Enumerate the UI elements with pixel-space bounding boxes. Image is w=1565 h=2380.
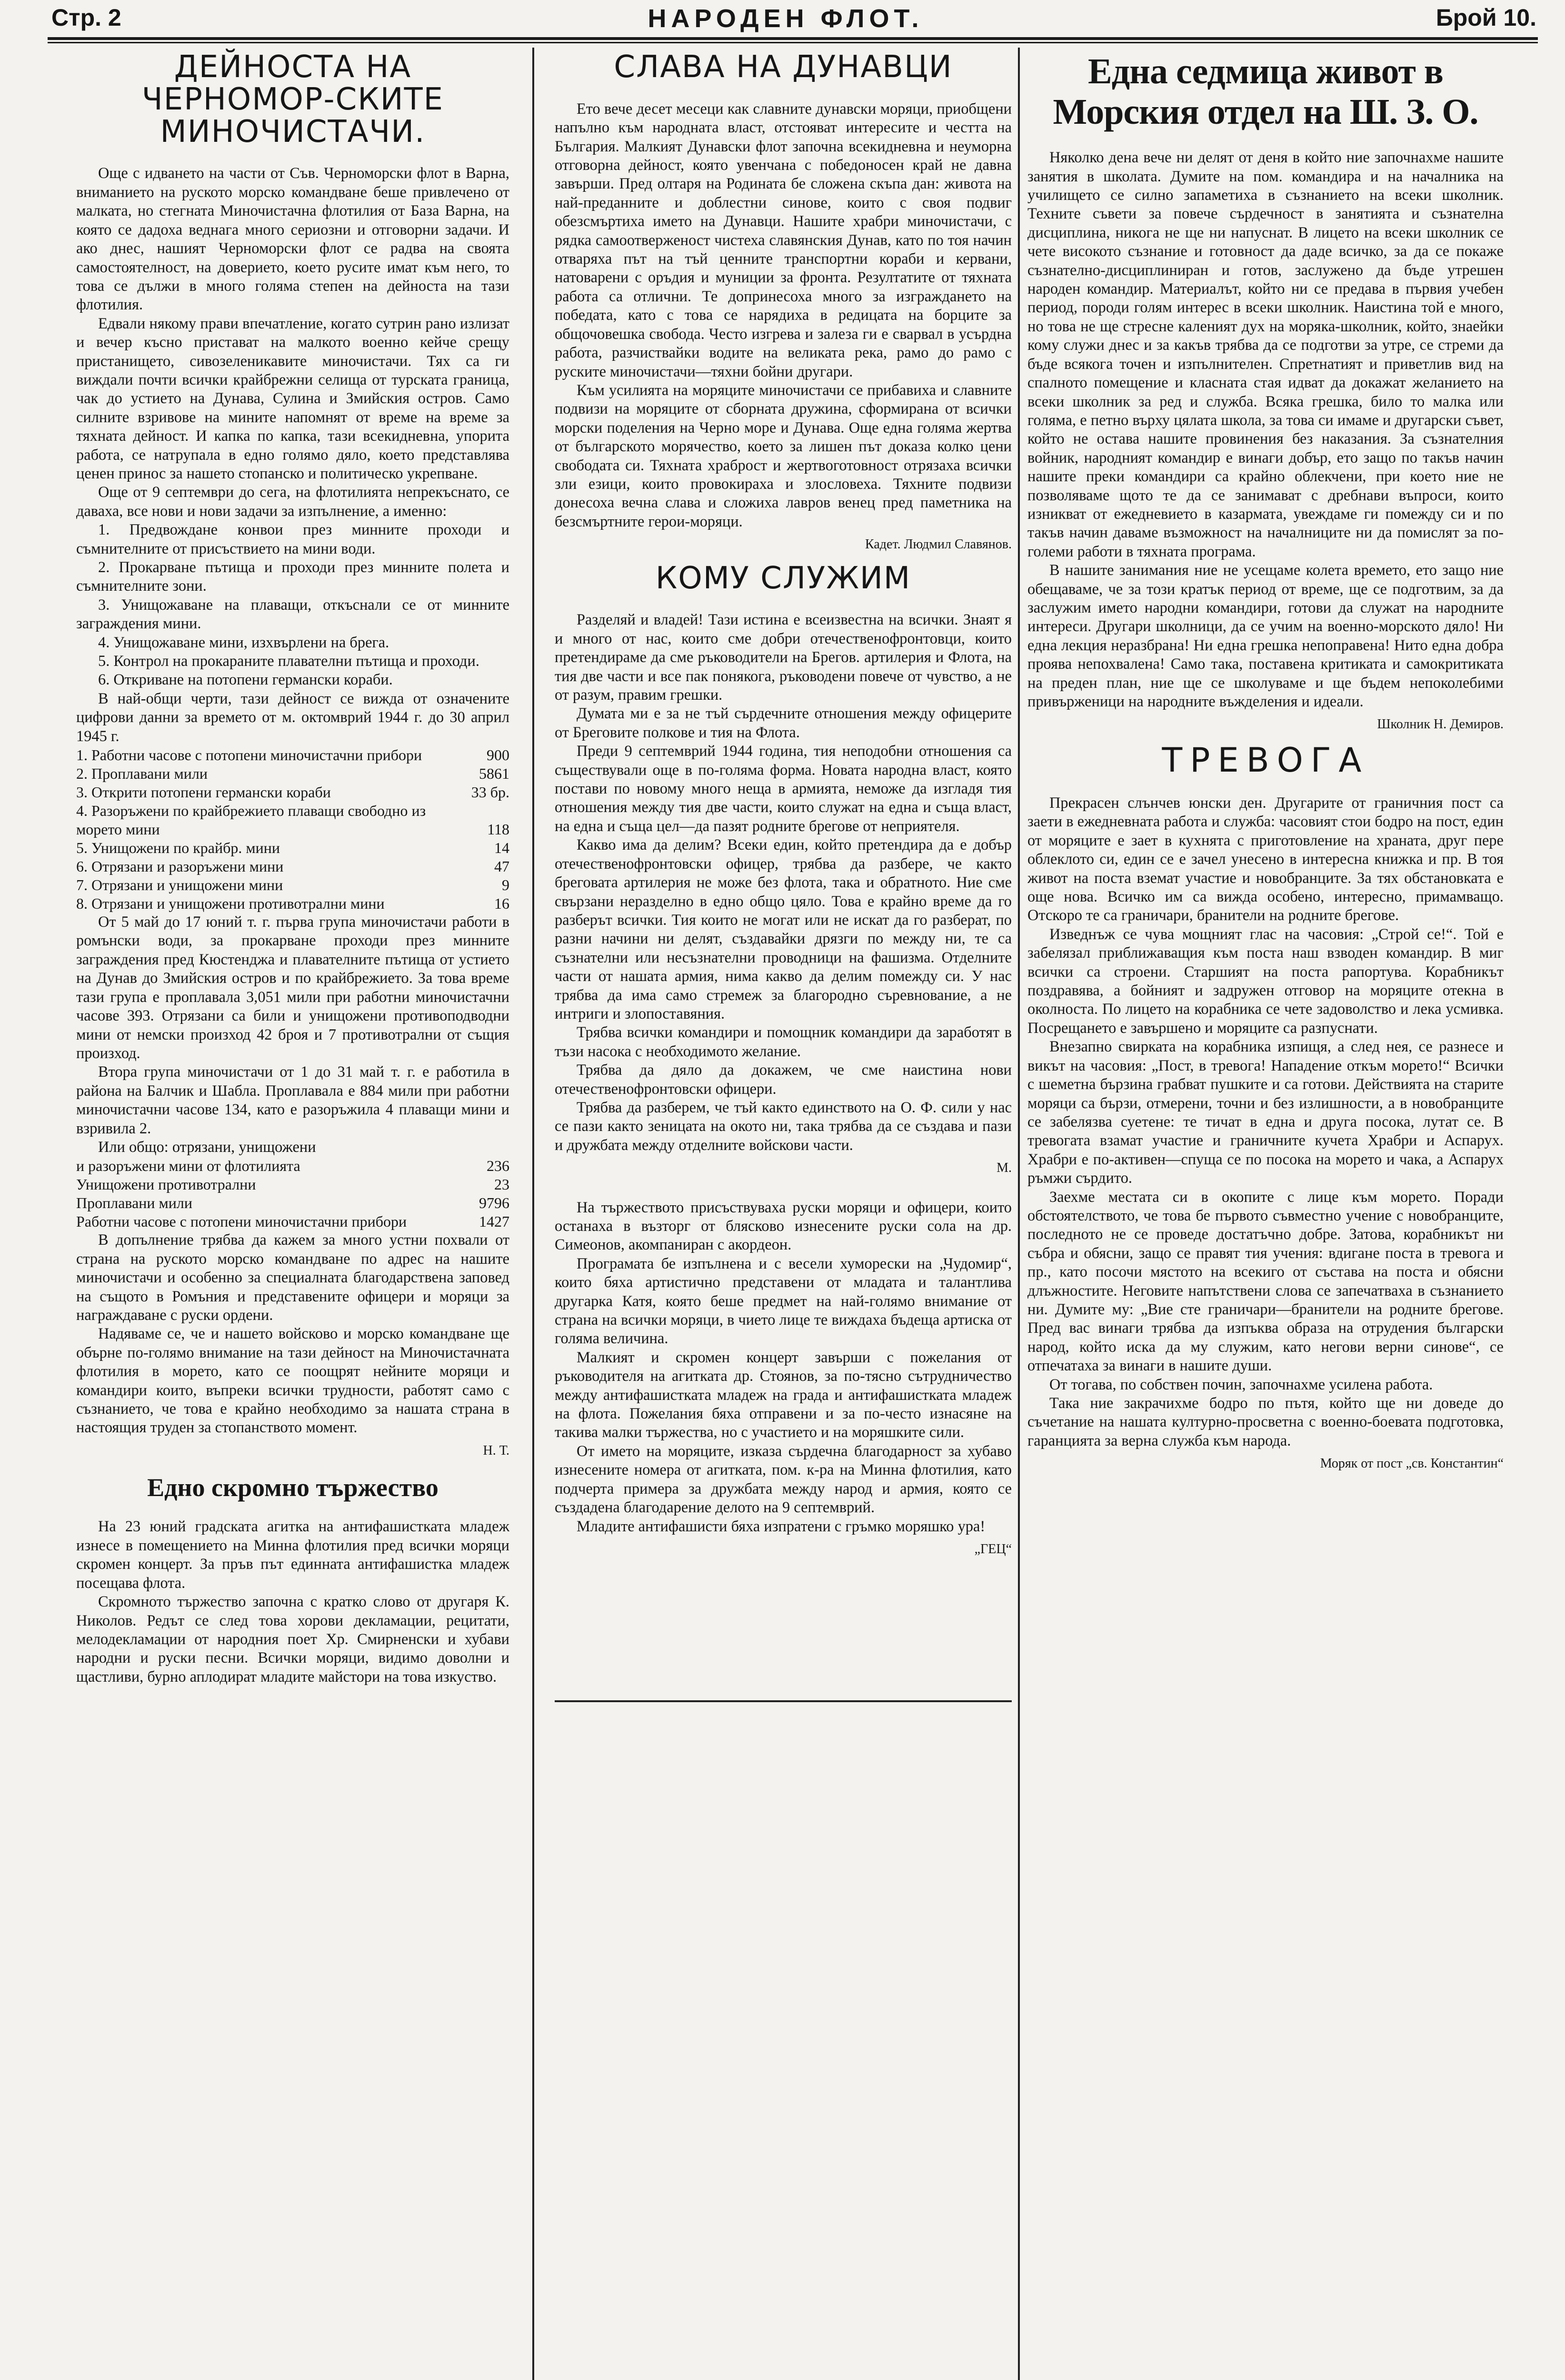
paragraph: Едвали някому прави впечатление, когато сутрин рано излизат и вечер късно пристават на малкото военно кейче срещу пристанището, сивозеленикавите миночистачи. Тях са ги виждали почти всички крайбрежни селища от турската граница, чак до устието на Дунава, Сулина и Змийския остров. Само силните взривове на мините напомнят от време на време за тяхната дейност. И капка по капка, тази всекидневна, упорита работа, се натрупала в едно голямо дяло, което представлява ценен принос за нашето стопанско и политическо укрепване.: [76, 315, 509, 482]
paragraph: Преди 9 септемврий 1944 година, тия неподобни отношения са съществували още в по-голяма форма. Новата народна власт, която постави по новому много неща в армията, неможе да изгладя тия отношения между тия две части, които служат на една и съща власт, на една и съща цел—да пазят родните брегове от неприятеля.: [555, 743, 1012, 835]
paragraph: В допълнение трябва да кажем за много устни похвали от страна на руското морско командване по адрес на нашите миночистачи и особенно за специалната благодарствена заповед на същото в Ромъния и представените офицери и моряци за награждаване с руски ордени.: [76, 1231, 509, 1324]
headline: КОМУ СЛУЖИМ: [655, 560, 911, 596]
headline: ТРЕВОГА: [1162, 740, 1369, 780]
headline: Една седмица живот в Морския отдел на Ш. З. О.: [1053, 51, 1478, 132]
issue-number: Брой 10.: [1435, 4, 1536, 31]
paragraph: Трябва да дяло да докажем, че сме наистина нови отечественофронтовски офицери.: [555, 1061, 1012, 1098]
table-row: [76, 1175, 509, 1194]
signature: „ГЕЦ“: [974, 1541, 1012, 1557]
list-item: 1. Предвождане конвои през минните проходи и съмнителните от присъствието на мини води.: [76, 521, 509, 557]
paragraph: От името на моряците, изказа сърдечна благодарност за хубаво изнесените номера от агитката, пом. к-ра на Минна флотилия, като подчерта примера за дружбата между народ и армия, която се създадена благодарение делото на 9 септемврий.: [555, 1442, 1012, 1517]
paragraph: Към усилията на моряците миночистачи се прибавиха и славните подвизи на моряците от сборната дружина, сформирана от всички морски поделения на Черно море и Дунава. Още една голяма жертва от българското морячество, което за лишен път доказа колко цени свободата си. Тяхната храброст и жертвоготовност отрязаха всички зли езици, които провокираха и злословеха. Тяхните подвизи донесоха вечна слава и сложиха лавров венец пред паметника на безсмъртните герои-моряци.: [555, 381, 1012, 530]
column-1: [76, 48, 509, 1686]
paragraph: Надяваме се, че и нашето войсково и морско командване ще обърне по-голямо внимание на тази дейност на Миночистачната флотилия в морето, като се поощрят нейните моряци и командири които, въпреки всички трудности, работят само с съзнанието, че това е крайно необходимо за нашата страна в настоящия труден за стопанството момент.: [76, 1325, 509, 1437]
paragraph: Изведнъж се чува мощният глас на часовия: „Строй се!“. Той е забелязал приближаващия към поста наш взводен командир. В миг всички са строени. Старшият на поста рапортува. Корабникът поздравява, а бойният и задружен отговор на моряците отекна в околноста. По лицето на корабника се чете задоволство и лека усмивка. Посрещането е завършено и моряците са разпуснати.: [1027, 925, 1504, 1037]
paragraph: Ето вече десет месеци как славните дунавски моряци, приобщени напълно към народната власт, отстояват интересите и честта на България. Малкият Дунавски флот започна всекидневна и неуморна отговорна дейност, която увенчана с победоносен край не давна завърши. Пред олтаря на Родината бе сложена скъпа дан: живота на най-преданните и доблестни синове, които с своя подвиг обезсмъртиха името на Дунавци. Нашите храбри миночистачи, с рядка самоотверженост чистеха славянския Дунав, като по тоя начин отваряха път на тъй ценните транспортни кораби и кервани, натоварени с оръдия и муниции за фронта. Резултатите от тяхната работа са отлични. Те допринесоха много за изграждането на победата, като с това се нарядиха в редицата на борците за общочовешка свобода. Често изгрева и залеза ги е сварвал в усърдна работа, разчиствайки водите на великата река, рамо до рамо с руските миночистачи—тяхни бойни другари.: [555, 100, 1012, 380]
paragraph: Или общо: отрязани, унищожени: [98, 1138, 316, 1156]
table-row: [76, 894, 509, 913]
stat-label: Работни часове с потопени миночистачни прибори: [76, 1213, 407, 1230]
column-3: [1027, 48, 1504, 1482]
signature: Школник Н. Демиров.: [1377, 717, 1504, 732]
stat-value: 900: [487, 746, 509, 764]
paragraph: Така ние закрачихме бодро по пътя, който ще ни доведе до съчетание на нашата културно-просветна с военно-боевата подготовка, гаранцията за верна служба към народа.: [1027, 1395, 1504, 1449]
paragraph: Още с идването на части от Съв. Черноморски флот в Варна, вниманието на руското морско командване беше привлечено от малката, но стегната Миночистачна флотилия от База Варна, на която се дадоха веднага много сериозни и отговорни задачи. И ако днес, нашият Черноморски флот се радва на своята самостоятелност, на доверието, което русите имат към него, то това се дължи в много голяма степен на дейноста на тази флотилия.: [76, 165, 509, 314]
column-divider: [1018, 48, 1020, 2380]
stat-label: Унищожени противотрални: [76, 1176, 256, 1193]
table-row: [76, 1212, 509, 1231]
table-row: [76, 783, 509, 802]
paragraph: Няколко дена вече ни делят от деня в който ние започнахме нашите занятия в школата. Думите на пом. командира и на началника на училището се силно запаметиха в съзнанието на всеки школник. Техните съвети за повече сърдечност в занятията и съзнателна дисциплина, никога не ще ни напуснат. В лицето на всеки школник се чете високото съзнание и готовност да даде всичко, за да се покаже съзнателно-дисциплиниран и готов, заслужено да бъде утрешен народен командир. Материалът, който ни се предава в първия учебен период, породи голям интерес в всеки школник. Наистина той е много, но това не ще стресне каленият дух на моряка-школник, който, знаейки кому служи днес и за какъв трябва да се подготви за утре, се стреми да бъде всякога точен и изпълнителен. Спретнатият и приветлив вид на спалното помещение и класната стая идват да докажат желанието на всеки школник за ред и служба. Всяка грешка, било то малка или голяма, е петно върху цялата школа, за това си имаме и другарски съвет, който не остава нашите провинения без наказания. За съзнателния войник, народният командир е винаги добър, ето защо по такъв начин нашите преки командири са крайно облекчени, при което ние не позволяваме щото те да се занимават с дребнави въпроси, които изникват от ежедневието в казармата, увеждаме ги помежду си и по такъв начин даваме възможност на началниците ни да помислят за по-големи работи в тяхната програма.: [1027, 149, 1504, 560]
paragraph: Програмата бе изпълнена и с весели хуморески на „Чудомир“, които бяха артистично представени от младата и талантлива другарка Катя, която беше предмет на най-голямо внимание от страна на всички моряци, в чието лице те виждаха бъдеща артиска от голяма величина.: [555, 1255, 1012, 1348]
list-item: 5. Контрол на прокараните плавателни пътища и проходи.: [98, 653, 479, 670]
signature: Моряк от пост „св. Константин“: [1320, 1456, 1504, 1471]
paragraph: На тържеството присъствуваха руски моряци и офицери, които останаха в възторг от блясково изнесените руски сола на др. Симеонов, акомпаниран с акордеон.: [555, 1199, 1012, 1254]
stat-label: Проплавани мили: [76, 1194, 193, 1212]
paragraph: Младите антифашисти бяха изпратени с гръмко моряшко ура!: [577, 1517, 986, 1535]
paragraph: Заехме местата си в окопите с лице към морето. Поради обстоятелството, че това бе първото съвместно учение с новобранците, последното не се проведе достатъчно добре. Затова, корабникът ни събра и обясни, защо се правят тия учения: вдигане поста в тревога и пр., като посочи мястото на всекиго от състава на поста и обясни длъжностите. Неговите напътствени слова се запечатваха в съзнанието ни. Думите му: „Вие сте граничари—бранители на родните брегове. Пред вас винаги трябва да изпъква образа на отрудения български народ, който иска да му служим, като негови верни синове“, се отпечатаха за винаги в нашите души.: [1027, 1188, 1504, 1375]
list-item: 3. Унищожаване на плаващи, откъснали се от минните заграждения мини.: [76, 596, 509, 633]
paragraph: На 23 юний градската агитка на антифашистката младеж изнесе в помещението на Минна флотилия пред всички моряци скромен концерт. За пръв път единната антифашистка младеж посещава флота.: [76, 1518, 509, 1592]
table-row: [76, 876, 509, 894]
stat-value: 236: [487, 1157, 509, 1175]
signature: Н. Т.: [483, 1443, 509, 1458]
paragraph: В най-общи черти, тази дейност се вижда от означените цифрови данни за времето от м. октомврий 1944 г. до 30 април 1945 г.: [76, 690, 509, 745]
table-row: [76, 1194, 509, 1212]
paragraph: От 5 май до 17 юний т. г. първа група миночистачи работи в ромънски води, за прокарване проходи през минните заграждения пред Кюстенджа и плавателните пътища от устието на Дунав до Змийския остров и по крайбрежието. За това време тази група е проплавала 3,051 мили при работни миночистачни часове 393. Отрязани са били и унищожени противоподводни мини от немски произход 42 броя и 7 противотрални от същия произход.: [76, 913, 509, 1062]
stat-value: 23: [494, 1176, 509, 1193]
paragraph: Скромното тържество започна с кратко слово от другаря К. Николов. Редът се след това хорови декламации, рецитати, мелодекламации от народния поет Хр. Смирненски и хубави народни и руски песни. Всички моряци, видимо доволни и щастливи, бурно аплодират младите майстори на това изкуство.: [76, 1593, 509, 1686]
stat-value: 47: [494, 858, 509, 875]
signature: Кадет. Людмил Славянов.: [865, 537, 1012, 552]
paragraph: Какво има да делим? Всеки един, който претендира да е добър отечественофронтовски офицер, трябва да разбере, че както бреговата артилерия не може без флота, така и обратното. Ние сме свързани неразделно в едно общо цяло. Това е крайно време да го разберът всички. Тия които не могат или не искат да го разберат, по разни начини ни делят, създавайки дрязги по между ни, те са съзнателни или несъзнателни проводници на фашизма. Отделните части от нашата армия, нима какво да делим помежду си. У нас трябва да има само стремеж за благородно съревнование, а не интриги и злопоставяния.: [555, 836, 1012, 1022]
newspaper-title: НАРОДЕН ФЛОТ.: [648, 4, 924, 33]
paragraph: Трябва всички командири и помощник командири да заработят в тъзи насока с необходимото желание.: [555, 1024, 1012, 1060]
stat-label: 3. Открити потопени германски кораби: [76, 783, 331, 801]
stat-value: 9: [502, 876, 509, 894]
paragraph: Разделяй и владей! Тази истина е всеизвестна на всички. Знаят я и много от нас, които сме добри отечественофронтовци, които претендираме да сме ръководители на Брегов. артилерия и Флота, на тия две части и все пак понякога, ръководени повече от чувство, а не от разум, правим грешки.: [555, 611, 1012, 704]
paragraph: Трябва да разберем, че тъй както единството на О. Ф. сили у нас се пази както зеницата на окото ни, така трябва да се създава и пази и дружбата между отделните войскови части.: [555, 1099, 1012, 1154]
table-row: [76, 802, 509, 839]
article-celebration-continued: [555, 1199, 1012, 1559]
paragraph: Малкият и скромен концерт завърши с пожелания от ръководителя на агитката др. Стоянов, за по-тясно сътрудничество между антифашистката младеж на града и антифашистката младеж на флота. Пожелания бяха отправени и за по-често изнасяне на такива малки тържества, но с участието и на моряшките сили.: [555, 1349, 1012, 1441]
stat-label: 1. Работни часове с потопени миночистачни прибори: [76, 746, 422, 764]
stat-value: 5861: [479, 765, 509, 783]
headline: Едно скромно тържество: [147, 1473, 439, 1502]
stat-value: 33 бр.: [471, 783, 509, 801]
table-row: [76, 839, 509, 857]
stat-label: и разоръжени мини от флотилията: [76, 1157, 300, 1175]
stats-table: [76, 746, 509, 913]
stat-label: 7. Отрязани и унищожени мини: [76, 876, 283, 894]
column-2: [555, 48, 1012, 1567]
section-rule: [555, 1700, 1012, 1702]
stat-label: 5. Унищожени по крайбр. мини: [76, 839, 280, 857]
headline: СЛАВА НА ДУНАВЦИ: [614, 50, 953, 85]
stat-value: 14: [494, 839, 509, 857]
table-row: [76, 764, 509, 783]
list-item: 2. Прокарване пътища и проходи през минните полета и съмнителните зони.: [76, 559, 509, 595]
stat-value: 1427: [479, 1213, 509, 1230]
paragraph: Прекрасен слънчев юнски ден. Другарите от граничния пост са заети в ежедневната работа и служба: часовият стои бодро на пост, един от моряците е зает в кухнята с приготовление на храната, друг пере облеклото си, един се е зачел унесено в интересна книжка и пр. В тоя живот на поста вземат участие и новобранците. За тях обстановката е още нова. Всичко им са вижда особено, интересно, примамващо. Отскоро те са граничари, бранители на родните брегове.: [1027, 794, 1504, 924]
stat-label: 6. Отрязани и разоръжени мини: [76, 858, 284, 875]
masthead-rule-thin: [48, 42, 1538, 43]
table-row: [76, 1157, 509, 1175]
list-item: 4. Унищожаване мини, изхвърлени на брега.: [98, 634, 389, 651]
paragraph: Думата ми е за не тъй сърдечните отношения между офицерите от Бреговите полкове и тия на Флота.: [555, 705, 1012, 741]
article-whom-we-serve: [555, 560, 1012, 1178]
paragraph: Внезапно свирката на корабника изпищя, а след нея, се разнесе и викът на часовия: „Пост, в тревога! Нападение откъм морето!“ Всички с шеметна бързина грабват пушките и са готови. Действията на старите моряци са бързи, отмерени, точни и без излишности, а в новобранците се забелязва суетене: те тичат в една и друга посока, лутат се. В тревогата взамат участие и граничните кучета Храбри и Аспарух. Храбри е по-активен—спуща се по посока на морето и чака, а Аспарух ръмжи сърдито.: [1027, 1038, 1504, 1187]
headline: ДЕЙНОСТА НА ЧЕРНОМОР-СКИТЕ МИНОЧИСТАЧИ.: [141, 50, 444, 149]
article-alarm: [1027, 740, 1504, 1473]
table-row: [76, 857, 509, 876]
signature: М.: [997, 1160, 1012, 1176]
table-row: [76, 746, 509, 764]
article-danube: [555, 51, 1012, 554]
paragraph: От тогава, по собствен почин, започнахме усилена работа.: [1049, 1376, 1433, 1393]
stat-label: 4. Разоръжени по крайбрежието плаващи свободно из морето мини: [76, 802, 426, 838]
paragraph: Още от 9 септември до сега, на флотилията непрекъснато, се даваха, все нови и нови задачи за изпълнение, а именно:: [76, 484, 509, 520]
page-number: Стр. 2: [51, 4, 121, 31]
masthead-rule: [48, 37, 1538, 40]
list-item: 6. Откриване на потопени германски кораби.: [98, 671, 393, 689]
column-divider: [532, 48, 534, 2380]
spacer: [555, 1186, 1012, 1199]
stat-value: 9796: [479, 1194, 509, 1212]
paragraph: В нашите занимания ние не усещаме колета времето, ето защо ние обещаваме, че за този кратък период от време, ще се подготвим, за да заслужим името народни командири, готови да служат на народните интереси. Другари школници, да се учим на военно-морското дяло! Ни една лекция неразбрана! Ни една грешка непоправена! Нито една добра проява непохвалена! Само така, поставена критиката и самокритиката на преден план, ние ще се школуваме и ще бъдем непоколебими привърженици на народните въжделения и идеали.: [1027, 562, 1504, 710]
stat-label: 8. Отрязани и унищожени противотрални мини: [76, 895, 385, 912]
stat-value: 118: [487, 821, 509, 838]
stat-label: 2. Проплавани мили: [76, 765, 208, 783]
totals-table: [76, 1157, 509, 1231]
stat-value: 16: [494, 895, 509, 912]
article-minesweepers: [76, 51, 509, 1460]
article-school-week: [1027, 51, 1504, 734]
paragraph: Втора група миночистачи от 1 до 31 май т. г. е работила в района на Балчик и Шабла. Проплавала е 884 мили при работни миночистачни часове 134, като е разоръжила 4 плаващи мини и взривила 2.: [76, 1063, 509, 1137]
article-celebration: [76, 1474, 509, 1686]
